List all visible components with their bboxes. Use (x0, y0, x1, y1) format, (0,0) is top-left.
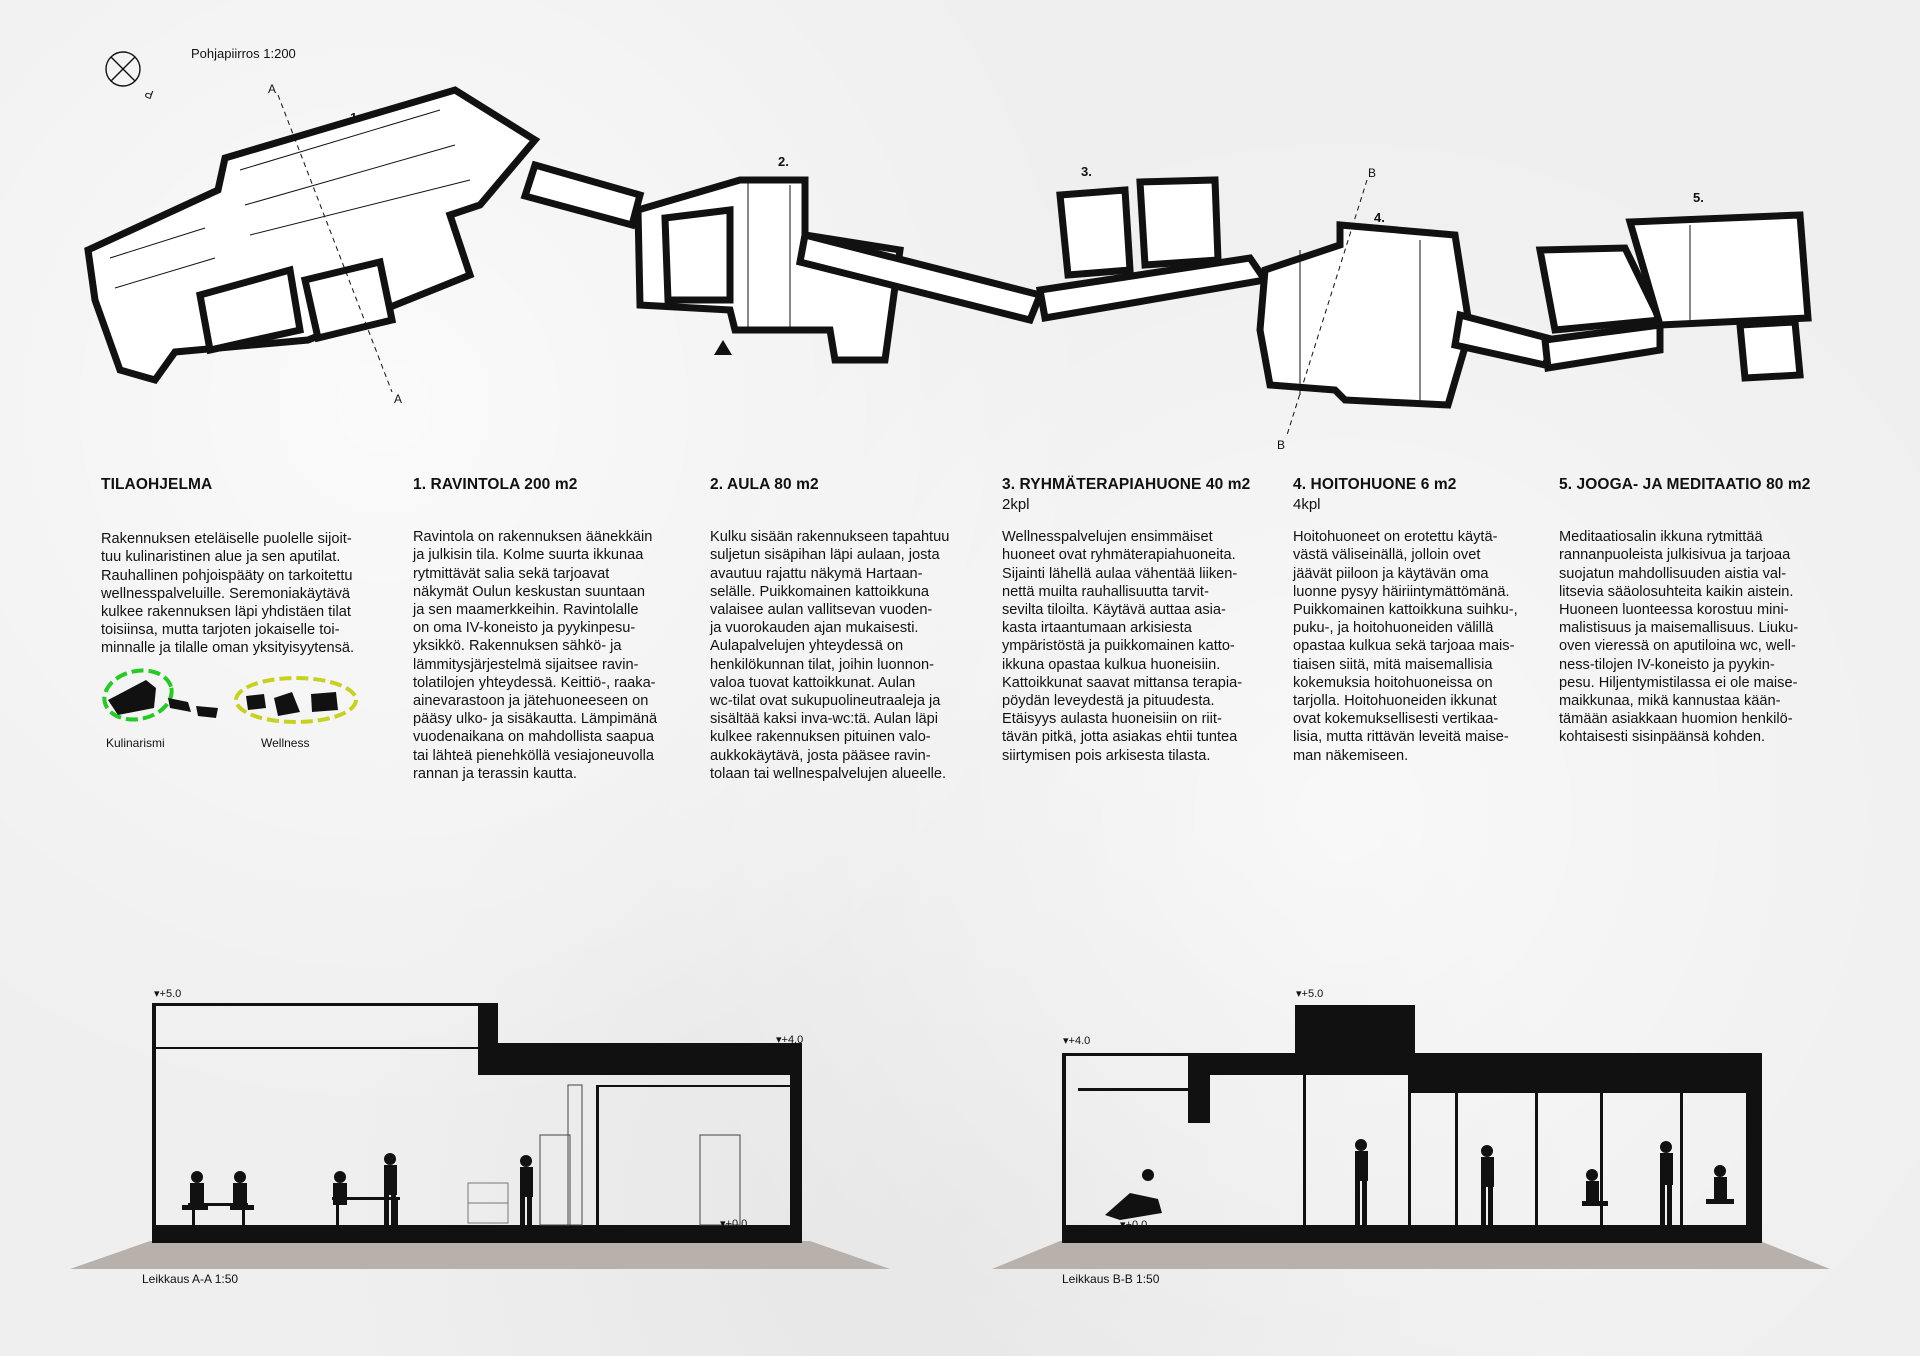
level-plus-4: ▾+4.0 (776, 1034, 804, 1046)
ground (992, 1241, 1830, 1269)
floor-slab (152, 1225, 802, 1243)
column-title: 4. HOITOHUONE 6 m2 (1293, 476, 1457, 493)
culinary-label: Kulinarismi (106, 736, 165, 750)
column-ravintola (413, 476, 713, 783)
right-wall (790, 1075, 802, 1230)
plan-number-4: 4. (1374, 210, 1385, 225)
ground (70, 1241, 890, 1269)
level-plus-5: ▾+5.0 (1296, 988, 1324, 1000)
restaurant-block (88, 90, 535, 380)
yoga-annex (1740, 322, 1800, 378)
upper-roof-line (152, 1003, 482, 1006)
upper-volume-line (156, 1047, 486, 1049)
column-body: Ravintola on rakennuksen äänekkäin ja julkisin tila. Kolme suurta ikkunaa rytmittävät salia sekä tarjoavat näkymät Oulun keskustan suuntaan ja sen maamerkkeihin. Ravintolalle on oma IV-koneisto ja pyykinpesu- yksikkö. Rakennuksen sähkö- ja lämmitysjärjestelmä sijaitsee ravin- tolatilojen yhteydessä. Keittiö-, raaka- ainevarastoon ja jätehuoneeseen on pääsy ulko- ja sisäkautta. Lämpimänä vuodenaikana on mahdollista saapua tai lähteä pienehköllä vesiajoneuvolla rannan ja terassin kautta. (413, 529, 658, 782)
column-body: Hoitohuoneet on erotettu käytä- västä väliseinällä, jolloin ovet jäävät piiloon ja käytävän oma luonne pysyy häiriintymättömänä. Puikkomainen kattoikkuna suihku-, puku-, ja hoitohuoneiden välillä opastaa kulkua sekä tarjoaa mais- tiaisen siitä, mitä maisemallisia kokemuksia hoitohuoneissa on tarjolla. Hoitohuoneiden ikkunat ovat kokemuksellisesti vertikaa- lisia, mutta rittävän leveitä maise- man näkemiseen. (1293, 529, 1518, 764)
entrance-arrow (714, 340, 732, 355)
column-tilaohjelma (101, 476, 401, 658)
plan-number-2: 2. (778, 154, 789, 169)
level-plus-4: ▾+4.0 (1063, 1035, 1091, 1047)
section-aa (70, 975, 910, 1295)
therapy-room-a (1060, 190, 1130, 275)
storage-room (305, 262, 392, 338)
skylight-tower (1295, 1005, 1415, 1075)
floor-slab (1062, 1225, 1762, 1243)
column-aula (710, 476, 1010, 783)
partition (596, 1085, 599, 1227)
roof-block-left (1188, 1053, 1210, 1123)
column-title: 2. AULA 80 m2 (710, 476, 819, 493)
section-bb-label: Leikkaus B-B 1:50 (1062, 1272, 1160, 1286)
corridor-segment (525, 165, 640, 225)
plan-number-3: 3. (1081, 164, 1092, 179)
column-jooga-meditaatio (1559, 476, 1859, 747)
wellness-label: Wellness (261, 736, 310, 750)
column-title: 3. RYHMÄTERAPIAHUONE 40 m2 (1002, 476, 1251, 493)
column-subtitle (710, 496, 1010, 514)
section-mark-a-top: A (268, 82, 277, 96)
column-subtitle (1559, 496, 1859, 514)
level-plus-0: ▾+0.0 (1120, 1219, 1148, 1231)
treatment-block (1260, 225, 1470, 405)
therapy-room-b (1140, 180, 1218, 265)
north-label: P (142, 86, 156, 102)
corridor-segment (1455, 315, 1555, 365)
column-subtitle: 4kpl (1293, 496, 1321, 514)
level-plus-0: ▾+0.0 (720, 1218, 748, 1230)
section-bb (990, 975, 1850, 1295)
column-subtitle (413, 496, 713, 514)
plan-number-5: 5. (1693, 190, 1704, 205)
column-body: Wellnesspalvelujen ensimmäiset huoneet ovat ryhmäterapiahuoneita. Sijainti lähellä aulaa vähentää liiken- nettä muilta rauhallisuutta tarvit- sevilta tiloilta. Käytävä auttaa asia- kasta irtaantumaan arkisiesta ympäristöstä ja puikkomainen katto- ikkuna opastaa kulkua huoneisiin. Kattoikkunat saavat mittansa terapia- pöydän leveydestä ja pituudesta. Etäisyys aulasta huoneisiin on riit- tävän pitkä, jotta asiakas ehtii tuntea siirtymisen pois arkisesta tilasta. (1002, 529, 1243, 764)
column-body: Meditaatiosalin ikkuna rytmittää rannanpuoleista julkisivua ja tarjoaa suojatun mahdollisuuden aistia val- litsevia sääolosuhteita kaikin aistein. Huoneen luonteessa korostuu mini- malistisuus ja maisemallisuus. Liuku- oven vieressä on aputiloina wc, well- ness-tilojen IV-koneisto ja pyykin- pesu. Hiljentymistilassa ei ole maise- maikkunaa, mikä kannustaa kään- tämään asiakkaan huomion henkilö- kohtaisesti sisinpäänsä kohden. (1559, 529, 1799, 746)
floor-plan (0, 0, 1920, 470)
column-body: Rakennuksen eteläiselle puolelle sijoit- tuu kulinaristinen alue ja sen aputilat. Rauhallinen pohjoispääty on tarkoitettu wellnesspalveluille. Seremoniakäytävä kulkee rakennuksen läpi yhdistäen tilat toisiinsa, mutta tarjoten jokaiselle toi- minnalle ja tilalle oman yksityisyytensä. (101, 531, 355, 657)
plan-number-1: 1. (350, 110, 361, 125)
plan-scale-label: Pohjapiirros 1:200 (191, 46, 296, 61)
roof-slab (478, 1043, 802, 1075)
section-mark-a-bottom: A (394, 392, 403, 406)
people-silhouettes (1105, 1139, 1734, 1227)
column-ryhmaterapiahuone (1002, 476, 1302, 765)
section-mark-b-top: B (1368, 166, 1377, 180)
column-body: Kulku sisään rakennukseen tapahtuu suljetun sisäpihan läpi aulaan, josta avautuu rajattu näkymä Hartaan- selälle. Puikkomainen kattoikkuna valaisee aulan vallitsevan vuoden- ja vuorokauden ajan mukaisesti. Aulapalvelujen yhteydessä on henkilökunnan tilat, joihin luonnon- valoa tuovat kattoikkunat. Aulan wc-tilat ovat sukupuolineutraaleja ja sisältää kaksi inva-wc:tä. Aulan läpi kulkee rakennuksen pituinen valo- aukkokäytävä, josta pääsee ravin- tolaan tai wellnespalvelujen alueelle. (710, 529, 950, 782)
lobby-wc-block (665, 210, 730, 300)
section-aa-label: Leikkaus A-A 1:50 (142, 1272, 239, 1286)
column-hoitohuone (1293, 476, 1593, 765)
column-title: 1. RAVINTOLA 200 m2 (413, 476, 578, 493)
zone-diagram (96, 660, 366, 750)
column-title: TILAOHJELMA (101, 476, 213, 493)
level-plus-5: ▾+5.0 (154, 988, 182, 1000)
left-wall (152, 1003, 156, 1228)
column-title: 5. JOOGA- JA MEDITAATIO 80 m2 (1559, 476, 1811, 493)
yoga-hall (1630, 215, 1808, 325)
people-silhouettes (182, 1153, 533, 1227)
section-mark-b-bottom: B (1277, 438, 1286, 452)
column-subtitle: 2kpl (1002, 496, 1030, 514)
